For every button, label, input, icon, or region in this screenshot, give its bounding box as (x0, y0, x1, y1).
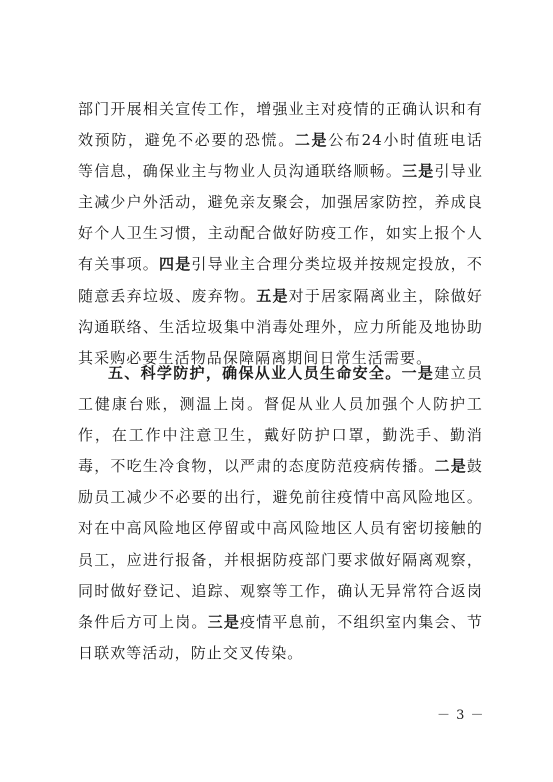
paragraph-2-marker-3: 三是 (207, 612, 241, 631)
paragraph-1-marker-4: 四是 (159, 255, 192, 274)
paragraph-2-text-1: 建立员工健康台账，测温上岗。督促从业人员加强个人防护工作，在工作中注意卫生，戴好防护口罩，勤洗手、勤消毒，不吃生冷食物，以严肃的态度防范疫病传播。 (78, 364, 483, 476)
paragraph-2-marker-2: 二是 (434, 457, 467, 476)
paragraph-1-marker-3: 三是 (402, 162, 435, 181)
body-paragraph-1 (78, 94, 483, 374)
paragraph-1-text-4: 引导业主合理分类垃圾并按规定投放，不随意丢弃垃圾、废弃物。 (78, 255, 483, 305)
paragraph-2-marker-1: 一是 (401, 364, 435, 382)
paragraph-1-marker-5: 五是 (256, 286, 289, 305)
paragraph-1-marker-2: 二是 (294, 131, 329, 150)
section-heading: 五、科学防护，确保从业人员生命安全。 (108, 364, 402, 382)
paragraph-1-text-2: 公布24小时值班电话等信息，确保业主与物业人员沟通联络顺畅。 (78, 131, 483, 181)
page-number: － 3 － (437, 708, 485, 723)
paragraph-2-text-3: 疫情平息前，不组织室内集会、节日联欢等活动，防止交叉传染。 (78, 612, 483, 662)
body-paragraph-2 (78, 358, 483, 669)
paragraph-1-text-1: 部门开展相关宣传工作，增强业主对疫情的正确认识和有效预防，避免不必要的恐慌。 (78, 100, 483, 150)
paragraph-1-text-3: 引导业主减少户外活动，避免亲友聚会，加强居家防控，养成良好个人卫生习惯，主动配合做好防疫工作，如实上报个人有关事项。 (78, 162, 483, 274)
paragraph-1-text-5: 对于居家隔离业主，除做好沟通联络、生活垃圾集中消毒处理外，应力所能及地协助其采购必要生活物品保障隔离期间日常生活需要。 (78, 286, 484, 367)
paragraph-2-text-2: 鼓励员工减少不必要的出行，避免前往疫情中高风险地区。对在中高风险地区停留或中高风险地区人员有密切接触的员工，应进行报备，并根据防疫部门要求做好隔离观察，同时做好登记、追踪、观察等工作，确认无异常符合返岗条件后方可上岗。 (78, 457, 484, 631)
